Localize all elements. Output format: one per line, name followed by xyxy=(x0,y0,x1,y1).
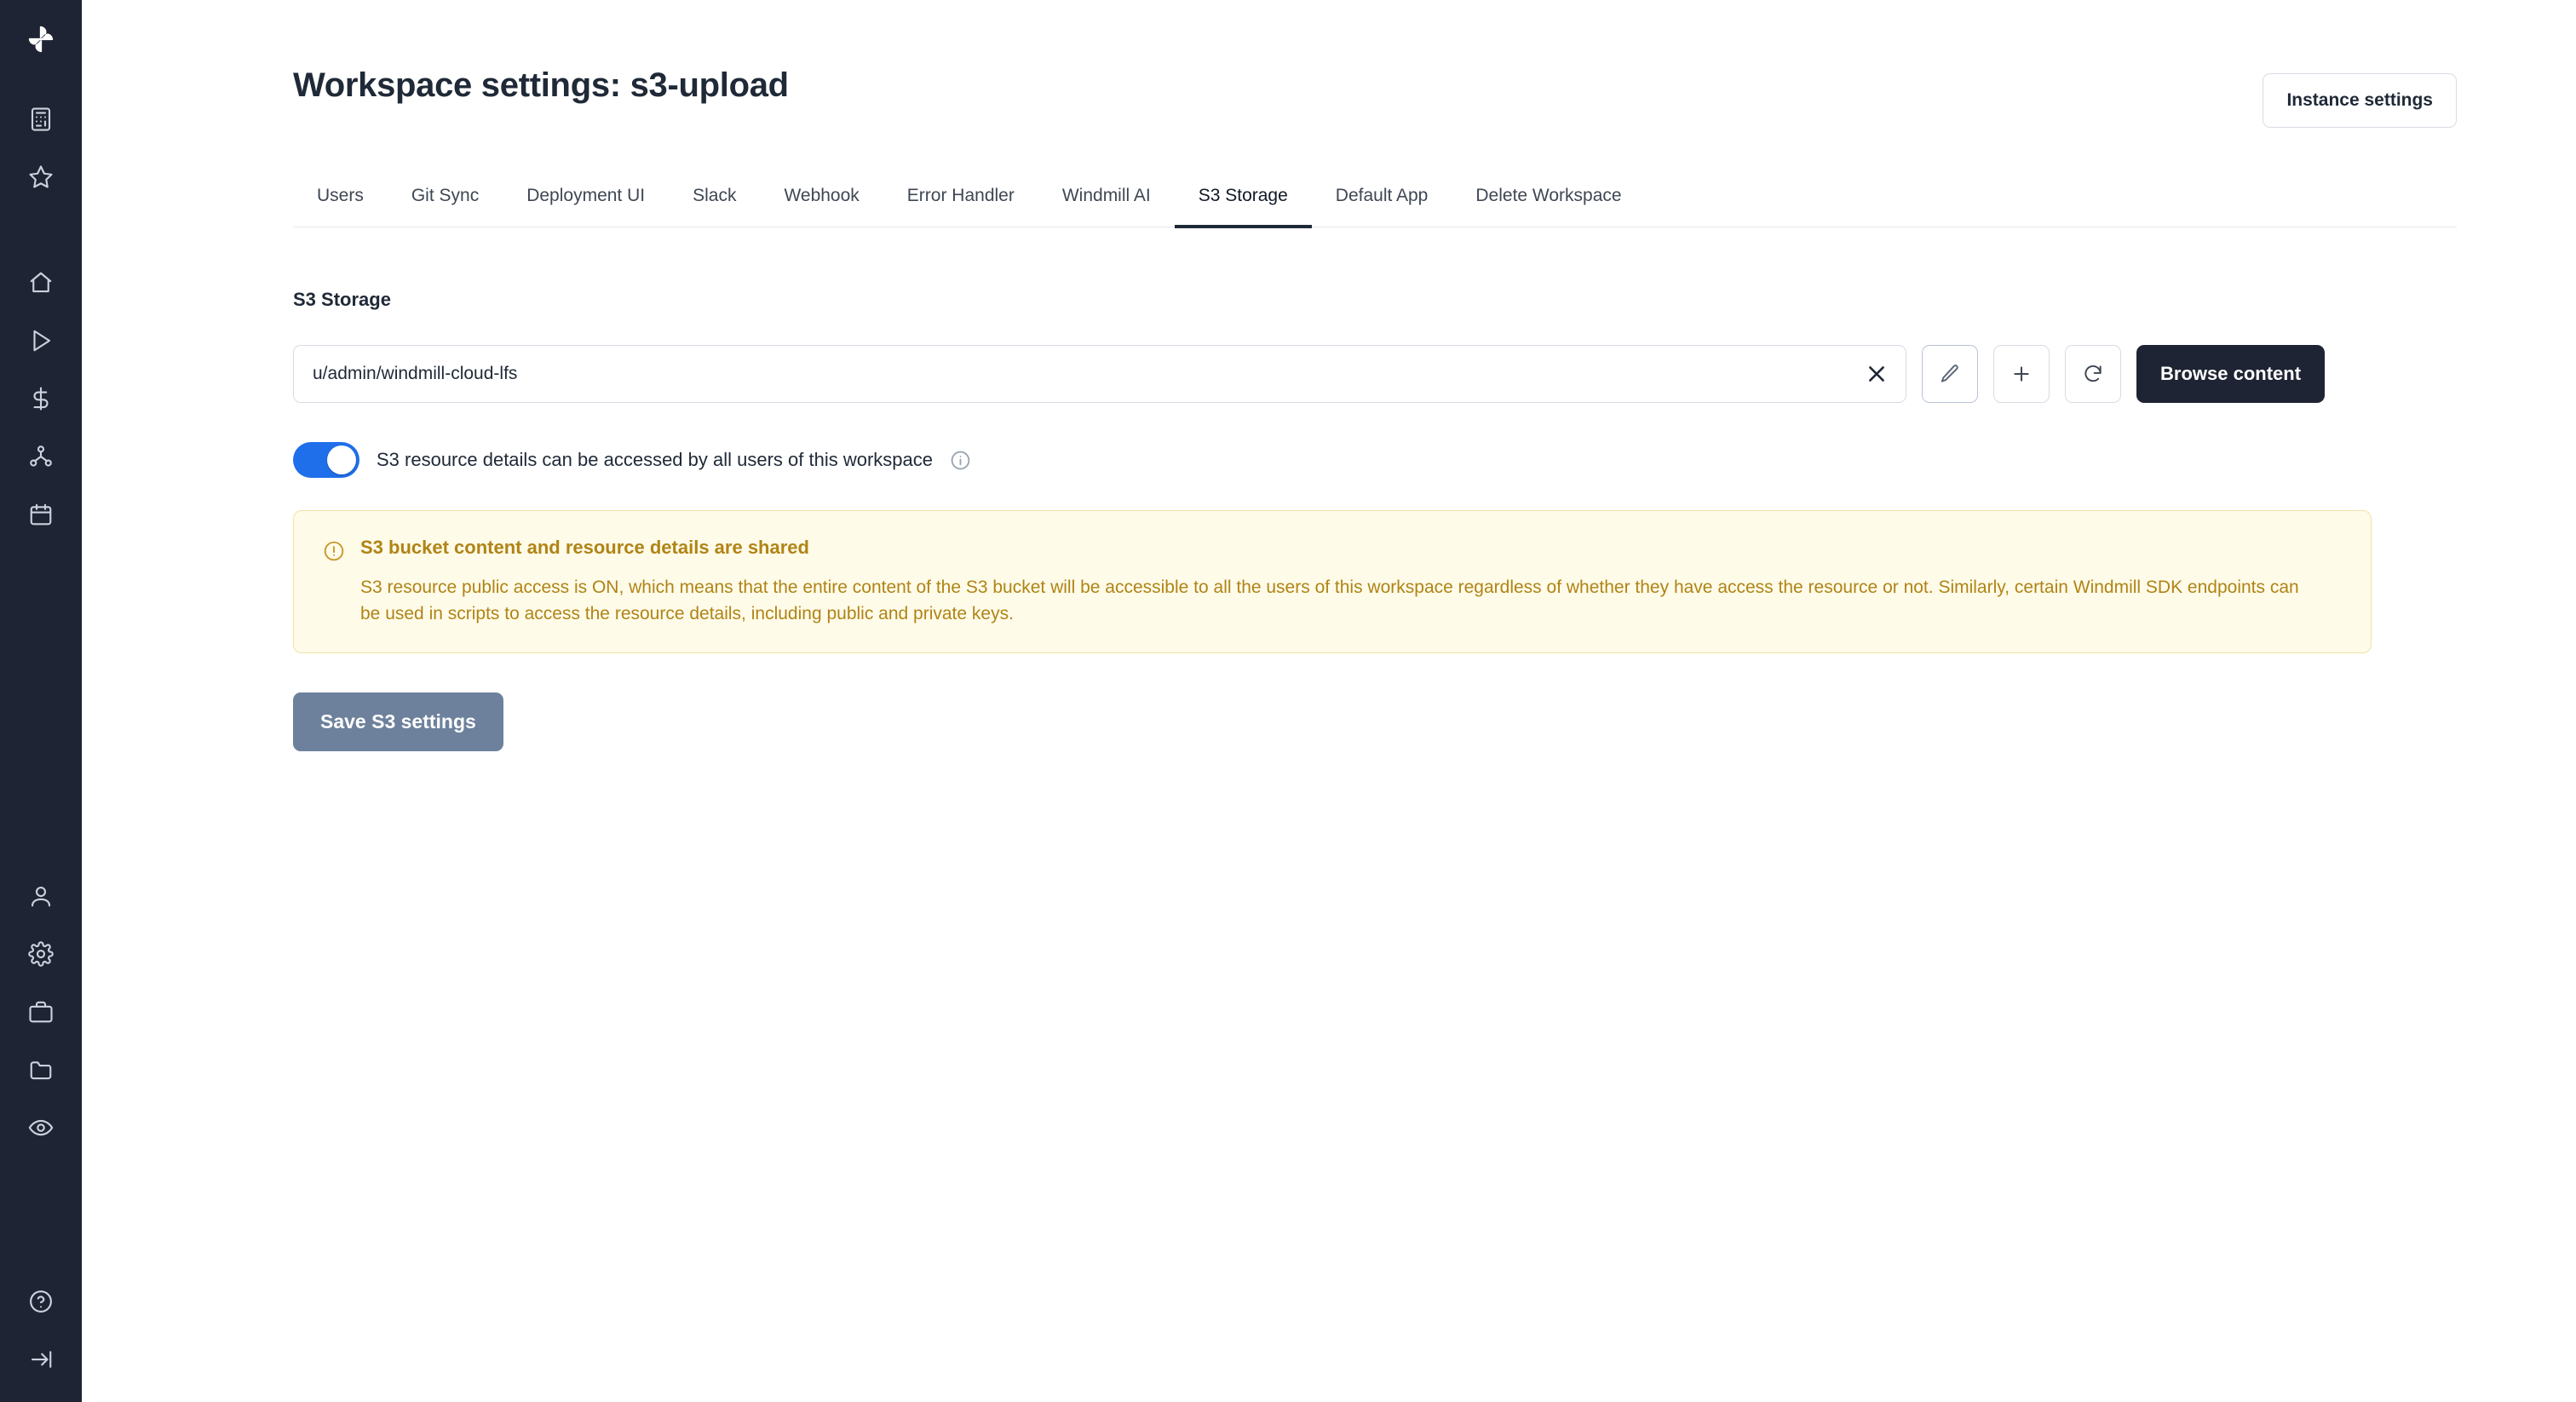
eye-icon[interactable] xyxy=(20,1107,61,1148)
sidebar xyxy=(0,0,82,1402)
briefcase-icon[interactable] xyxy=(20,991,61,1032)
tab-webhook[interactable]: Webhook xyxy=(784,186,860,205)
tab-git-sync[interactable]: Git Sync xyxy=(411,186,480,205)
section-title: S3 Storage xyxy=(293,289,391,310)
resource-row xyxy=(293,345,2457,403)
tab-error-handler[interactable]: Error Handler xyxy=(906,186,1015,205)
main-content xyxy=(82,0,2576,1402)
play-icon[interactable] xyxy=(20,320,61,361)
browse-content-button[interactable]: Browse content xyxy=(2136,345,2325,403)
calculator-icon[interactable] xyxy=(20,99,61,140)
tab-windmill-ai[interactable]: Windmill AI xyxy=(1061,186,1151,205)
toggle-knob xyxy=(327,445,356,474)
alert-title: S3 bucket content and resource details are shared xyxy=(360,537,809,558)
refresh-icon[interactable] xyxy=(2065,345,2121,403)
folder-icon[interactable] xyxy=(20,1049,61,1090)
public-access-label: S3 resource details can be accessed by all users of this workspace xyxy=(377,449,933,470)
tab-deployment-ui[interactable]: Deployment UI xyxy=(526,186,646,205)
tab-users[interactable]: Users xyxy=(317,186,364,205)
alert-circle-icon xyxy=(323,540,345,627)
home-icon[interactable] xyxy=(20,262,61,303)
calendar-icon[interactable] xyxy=(20,494,61,535)
windmill-logo-icon[interactable] xyxy=(20,19,61,60)
alert-content xyxy=(360,537,2311,627)
dollar-icon[interactable] xyxy=(20,378,61,419)
close-icon[interactable] xyxy=(1862,359,1891,388)
public-access-toggle[interactable] xyxy=(293,442,359,478)
help-icon[interactable] xyxy=(20,1281,61,1322)
tab-s3-storage[interactable]: S3 Storage xyxy=(1175,175,1312,228)
alert-body: S3 resource public access is ON, which means that the entire content of the S3 bucket will be accessible to all the users of this workspace regardless of whether they have access the resource or not. Similarly, certain Windmill SDK endpoints can be used in scripts to access the resource details, including public and private keys. xyxy=(360,577,2299,624)
resource-input-wrap xyxy=(293,345,1906,403)
info-icon[interactable] xyxy=(950,450,971,471)
settings-tabs xyxy=(293,175,2457,227)
page-header xyxy=(293,66,2457,128)
public-access-toggle-row xyxy=(293,442,2457,478)
flow-icon[interactable] xyxy=(20,436,61,477)
tab-slack[interactable]: Slack xyxy=(693,186,737,205)
instance-settings-button[interactable]: Instance settings xyxy=(2263,73,2457,128)
collapse-icon[interactable] xyxy=(20,1339,61,1380)
plus-icon[interactable] xyxy=(1993,345,2050,403)
star-icon[interactable] xyxy=(20,157,61,198)
pencil-icon[interactable] xyxy=(1922,345,1978,403)
shared-access-alert xyxy=(293,510,2372,653)
page-title: Workspace settings: s3-upload xyxy=(293,66,789,104)
user-icon[interactable] xyxy=(20,876,61,916)
tab-default-app[interactable]: Default App xyxy=(1335,186,1429,205)
gear-icon[interactable] xyxy=(20,934,61,974)
s3-resource-input[interactable] xyxy=(293,345,1906,403)
tab-delete-workspace[interactable]: Delete Workspace xyxy=(1475,186,1622,205)
save-s3-settings-button[interactable]: Save S3 settings xyxy=(293,692,503,751)
